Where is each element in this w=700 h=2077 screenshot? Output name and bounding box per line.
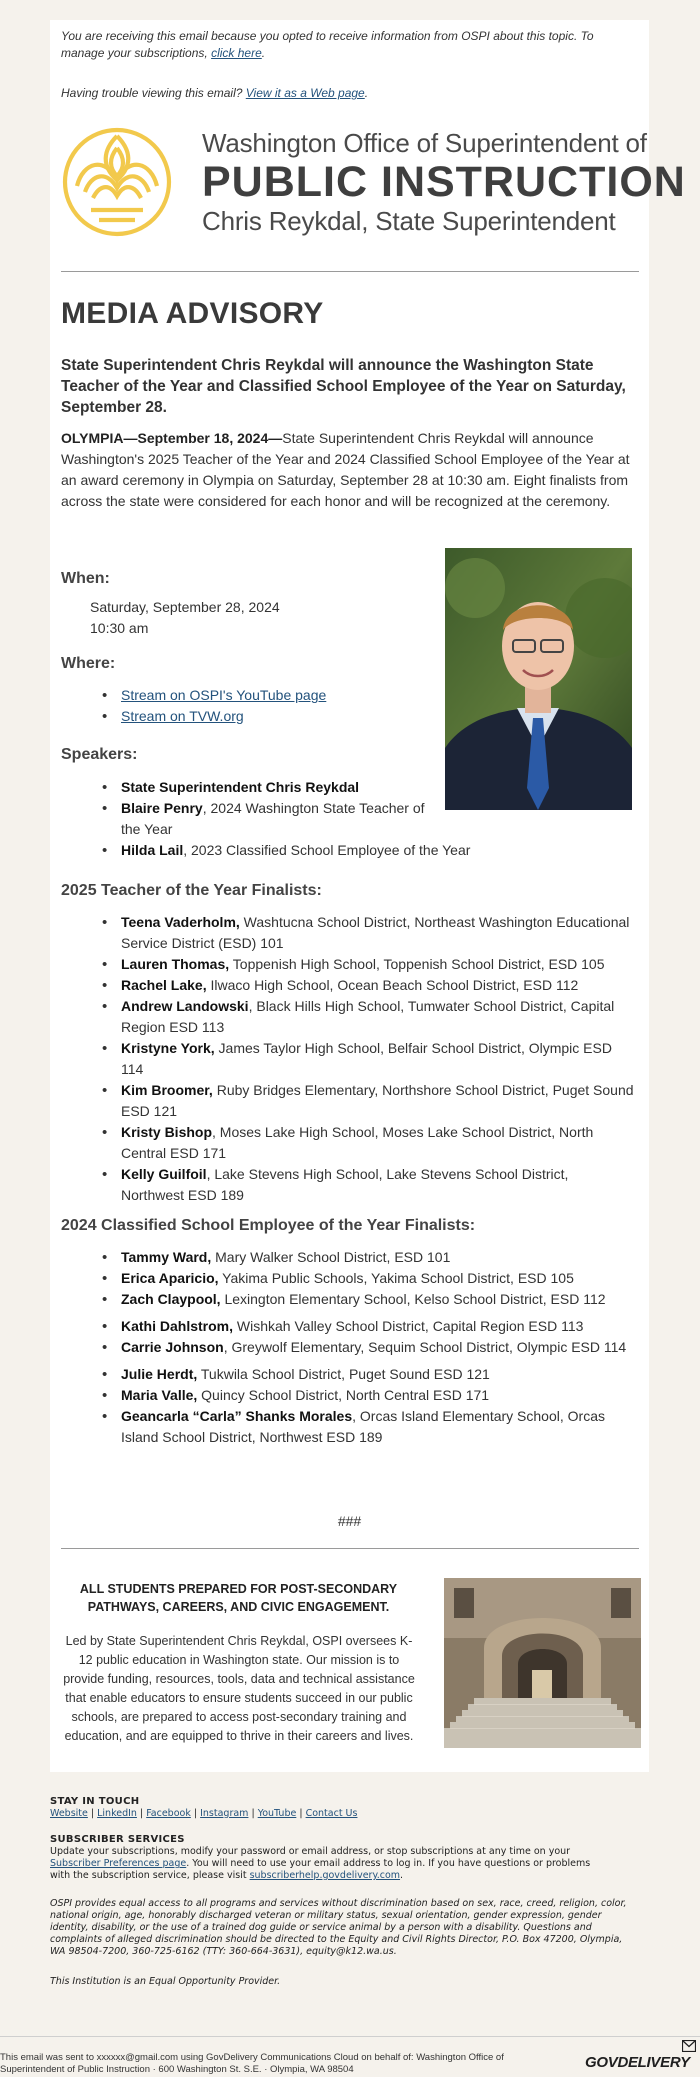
where-heading: Where: <box>61 655 116 672</box>
list-item: • Andrew Landowski, Black Hills High School, Tumwater School District, Capital Region ESD 113 <box>99 996 634 1038</box>
subscriber-heading: SUBSCRIBER SERVICES <box>50 1834 185 1845</box>
subscriber-help-link[interactable]: subscriberhelp.govdelivery.com <box>249 1870 401 1881</box>
website-link[interactable]: Website <box>50 1808 88 1819</box>
end-mark: ### <box>337 1513 362 1529</box>
list-item: • Kim Broomer, Ruby Bridges Elementary, Northshore School District, Puget Sound ESD 121 <box>99 1080 634 1122</box>
superintendent-photo <box>445 548 632 810</box>
list-item <box>99 685 399 706</box>
divider <box>61 1548 639 1549</box>
social-links: Website | LinkedIn | Facebook | Instagram | YouTube | Contact Us <box>50 1808 358 1819</box>
event-date: Saturday, September 28, 2024 <box>90 599 280 615</box>
teacher-finalists-list <box>99 912 634 1206</box>
page-title: MEDIA ADVISORY <box>61 297 324 330</box>
govdelivery-sent-notice: This email was sent to xxxxxx@gmail.com using GovDelivery Communications Cloud on behalf of: Washington Office of Superintendent of Public Instruction · 600 Washington St. S.E. · Olympia, WA 98504 <box>0 2052 504 2075</box>
ospi-logo-text: Washington Office of Superintendent of PUBLIC INSTRUCTION Chris Reykdal, State Superintendent <box>202 128 686 236</box>
tvw-stream-link[interactable]: Stream on TVW.org <box>121 708 244 724</box>
list-item: • Teena Vaderholm, Washtucna School District, Northeast Washington Educational Service District (ESD) 101 <box>99 912 634 954</box>
list-item: • Julie Herdt, Tukwila School District, Puget Sound ESD 121 <box>99 1364 634 1385</box>
govdelivery-logo[interactable]: GOVDELIVERY <box>585 2054 690 2071</box>
subscriber-preferences-link[interactable]: Subscriber Preferences page <box>50 1858 187 1869</box>
list-item: • Kathi Dahlstrom, Wishkah Valley School District, Capital Region ESD 113 <box>99 1316 634 1337</box>
event-time: 10:30 am <box>90 620 149 636</box>
preheader-subscription: You are receiving this email because you opted to receive information from OSPI about this topic. To manage your subscriptions, click here. <box>61 29 594 60</box>
instagram-link[interactable]: Instagram <box>200 1808 249 1819</box>
linkedin-link[interactable]: LinkedIn <box>97 1808 137 1819</box>
speakers-list <box>99 777 471 861</box>
view-as-webpage-link[interactable]: View it as a Web page <box>245 86 365 100</box>
mission-heading: ALL STUDENTS PREPARED FOR POST-SECONDARY PATHWAYS, CAREERS, AND CIVIC ENGAGEMENT. <box>79 1582 398 1614</box>
list-item: • Kristyne York, James Taylor High School, Belfair School District, Olympic ESD 114 <box>99 1038 634 1080</box>
youtube-stream-link[interactable]: Stream on OSPI's YouTube page <box>121 687 327 703</box>
classified-finalists-heading: 2024 Classified School Employee of the Year Finalists: <box>61 1217 476 1234</box>
list-item: • Rachel Lake, Ilwaco High School, Ocean Beach School District, ESD 112 <box>99 975 634 996</box>
preheader-webview: Having trouble viewing this email? View it as a Web page. <box>61 86 369 100</box>
where-list <box>99 685 399 727</box>
list-item: • Tammy Ward, Mary Walker School District, ESD 101 <box>99 1247 634 1268</box>
stay-heading: STAY IN TOUCH <box>50 1796 140 1807</box>
stay-in-touch <box>50 1796 650 1820</box>
teacher-finalists-heading: 2025 Teacher of the Year Finalists: <box>61 882 322 899</box>
classified-finalists-list <box>99 1247 634 1448</box>
list-item: • Carrie Johnson, Greywolf Elementary, Sequim School District, Olympic ESD 114 <box>99 1337 634 1358</box>
list-item: • Blaire Penry, 2024 Washington State Teacher of the Year <box>99 798 439 840</box>
building-photo <box>444 1578 641 1748</box>
list-item: • Maria Valle, Quincy School District, North Central ESD 171 <box>99 1385 634 1406</box>
preheader-text: You are receiving this email because you opted to receive information from OSPI about this topic. To manage your subscriptions, <box>61 29 594 60</box>
facebook-link[interactable]: Facebook <box>146 1808 191 1819</box>
list-item: • Geancarla “Carla” Shanks Morales, Orcas Island Elementary School, Orcas Island School District, Northwest ESD 189 <box>99 1406 634 1448</box>
equal-opportunity-notice: This Institution is an Equal Opportunity Provider. <box>50 1976 281 1987</box>
speakers-heading: Speakers: <box>61 746 138 763</box>
preheader-text: Having trouble viewing this email? <box>61 86 246 100</box>
non-discrimination-notice: OSPI provides equal access to all programs and services without discrimination based on sex, race, creed, religion, color, national origin, age, honorably discharged veteran or military status, sexual orientation, gender expression, gender identity, disability, or the use of a trained dog guide or service animal by a person with a disability. Questions and complaints of alleged discrimination should be directed to the Equity and Civil Rights Director, P.O. Box 47200, Olympia, WA 98504-7200, 360-725-6162 (TTY: 360-664-3631), equity@k12.wa.us. <box>50 1898 627 1957</box>
list-item: • Lauren Thomas, Toppenish High School, Toppenish School District, ESD 105 <box>99 954 634 975</box>
list-item: • Hilda Lail, 2023 Classified School Employee of the Year <box>99 840 639 861</box>
envelope-icon <box>682 2040 696 2052</box>
list-item <box>99 706 399 727</box>
ospi-logo-icon <box>61 126 173 238</box>
list-item: • Kristy Bishop, Moses Lake High School, Moses Lake School District, North Central ESD 171 <box>99 1122 634 1164</box>
divider <box>61 271 639 272</box>
list-item: • State Superintendent Chris Reykdal <box>99 777 439 798</box>
email-body <box>50 20 686 1772</box>
contact-us-link[interactable]: Contact Us <box>305 1808 358 1819</box>
divider <box>0 2036 700 2037</box>
when-heading: When: <box>61 570 110 587</box>
youtube-link[interactable]: YouTube <box>257 1808 297 1819</box>
lead-paragraph: State Superintendent Chris Reykdal will announce the Washington State Teacher of the Year and Classified School Employee of the Year on Saturday, September 28. <box>61 357 626 416</box>
mission-text: Led by State Superintendent Chris Reykdal, OSPI oversees K-12 public education in Washington state. Our mission is to provide funding, resources, tools, data and technical assistance that enable educators to ensure students succeed in our public schools, are prepared to access post-secondary training and education, and are equipped to thrive in their careers and lives. <box>63 1634 415 1743</box>
list-item: • Kelly Guilfoil, Lake Stevens High School, Lake Stevens School District, Northwest ESD 189 <box>99 1164 634 1206</box>
manage-subscriptions-link[interactable]: click here <box>211 46 262 60</box>
subscriber-text: Update your subscriptions, modify your password or email address, or stop subscriptions at any time on your Subscriber Preferences page. You will need to use your email address to log in. If you have questions or problems with the subscription service, please visit subscriberhelp.govdelivery.com. <box>50 1846 591 1881</box>
list-item: • Zach Claypool, Lexington Elementary School, Kelso School District, ESD 112 <box>99 1289 634 1310</box>
list-item: • Erica Aparicio, Yakima Public Schools, Yakima School District, ESD 105 <box>99 1268 634 1289</box>
subscriber-services <box>50 1834 610 1882</box>
intro-paragraph: OLYMPIA—September 18, 2024—State Superintendent Chris Reykdal will announce Washington's 2025 Teacher of the Year and 2024 Classified School Employee of the Year at an award ceremony in Olympia on Saturday, September 28 at 10:30 am. Eight finalists from across the state were considered for each honor and will be recognized at the ceremony. <box>61 430 630 509</box>
